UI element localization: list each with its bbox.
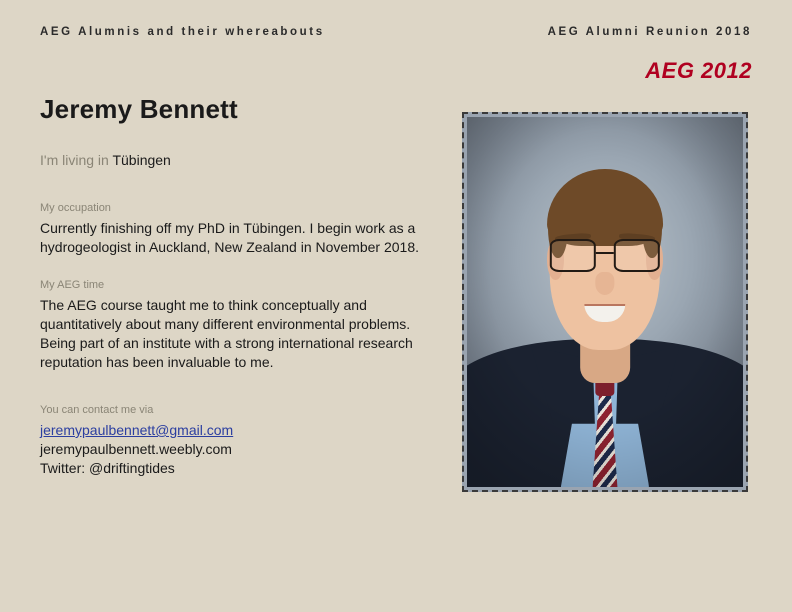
page-title: Jeremy Bennett: [40, 94, 238, 124]
section-contact: [40, 404, 430, 478]
living-location: [40, 152, 171, 168]
glasses-bridge: [596, 252, 614, 255]
portrait-photo-inner: [467, 117, 743, 487]
portrait-photo: [462, 112, 748, 492]
glasses-lens-right: [614, 239, 660, 272]
section-occupation-body: Currently finishing off my PhD in Tübingen. I begin work as a hydrogeologist in Auckland, New Zealand in November 2018.: [40, 220, 420, 255]
contact-email-link[interactable]: jeremypaulbennett@gmail.com: [40, 422, 234, 438]
page-header: [40, 26, 752, 38]
section-aeg-time: [40, 279, 430, 372]
living-city: Tübingen: [112, 152, 171, 168]
section-aeg-time-label: My AEG time: [40, 279, 105, 291]
living-prefix: I'm living in: [40, 152, 113, 168]
contact-website: jeremypaulbennett.weebly.com: [40, 441, 232, 457]
glasses-icon: [550, 239, 660, 272]
contact-twitter: Twitter: @driftingtides: [40, 460, 175, 476]
section-occupation-label: My occupation: [40, 202, 111, 214]
header-left-title: AEG Alumnis and their whereabouts: [40, 26, 325, 38]
contact-label: You can contact me via: [40, 404, 154, 416]
section-aeg-time-body: The AEG course taught me to think conceptually and quantitatively about many different environmental problems. Being part of an institute with a strong international research reputation has been invaluable to me.: [40, 297, 413, 370]
section-occupation: [40, 202, 430, 257]
photo-person: [467, 117, 743, 487]
glasses-lens-left: [550, 239, 596, 272]
year-badge: AEG 2012: [645, 58, 752, 83]
header-right-title: AEG Alumni Reunion 2018: [547, 26, 752, 38]
